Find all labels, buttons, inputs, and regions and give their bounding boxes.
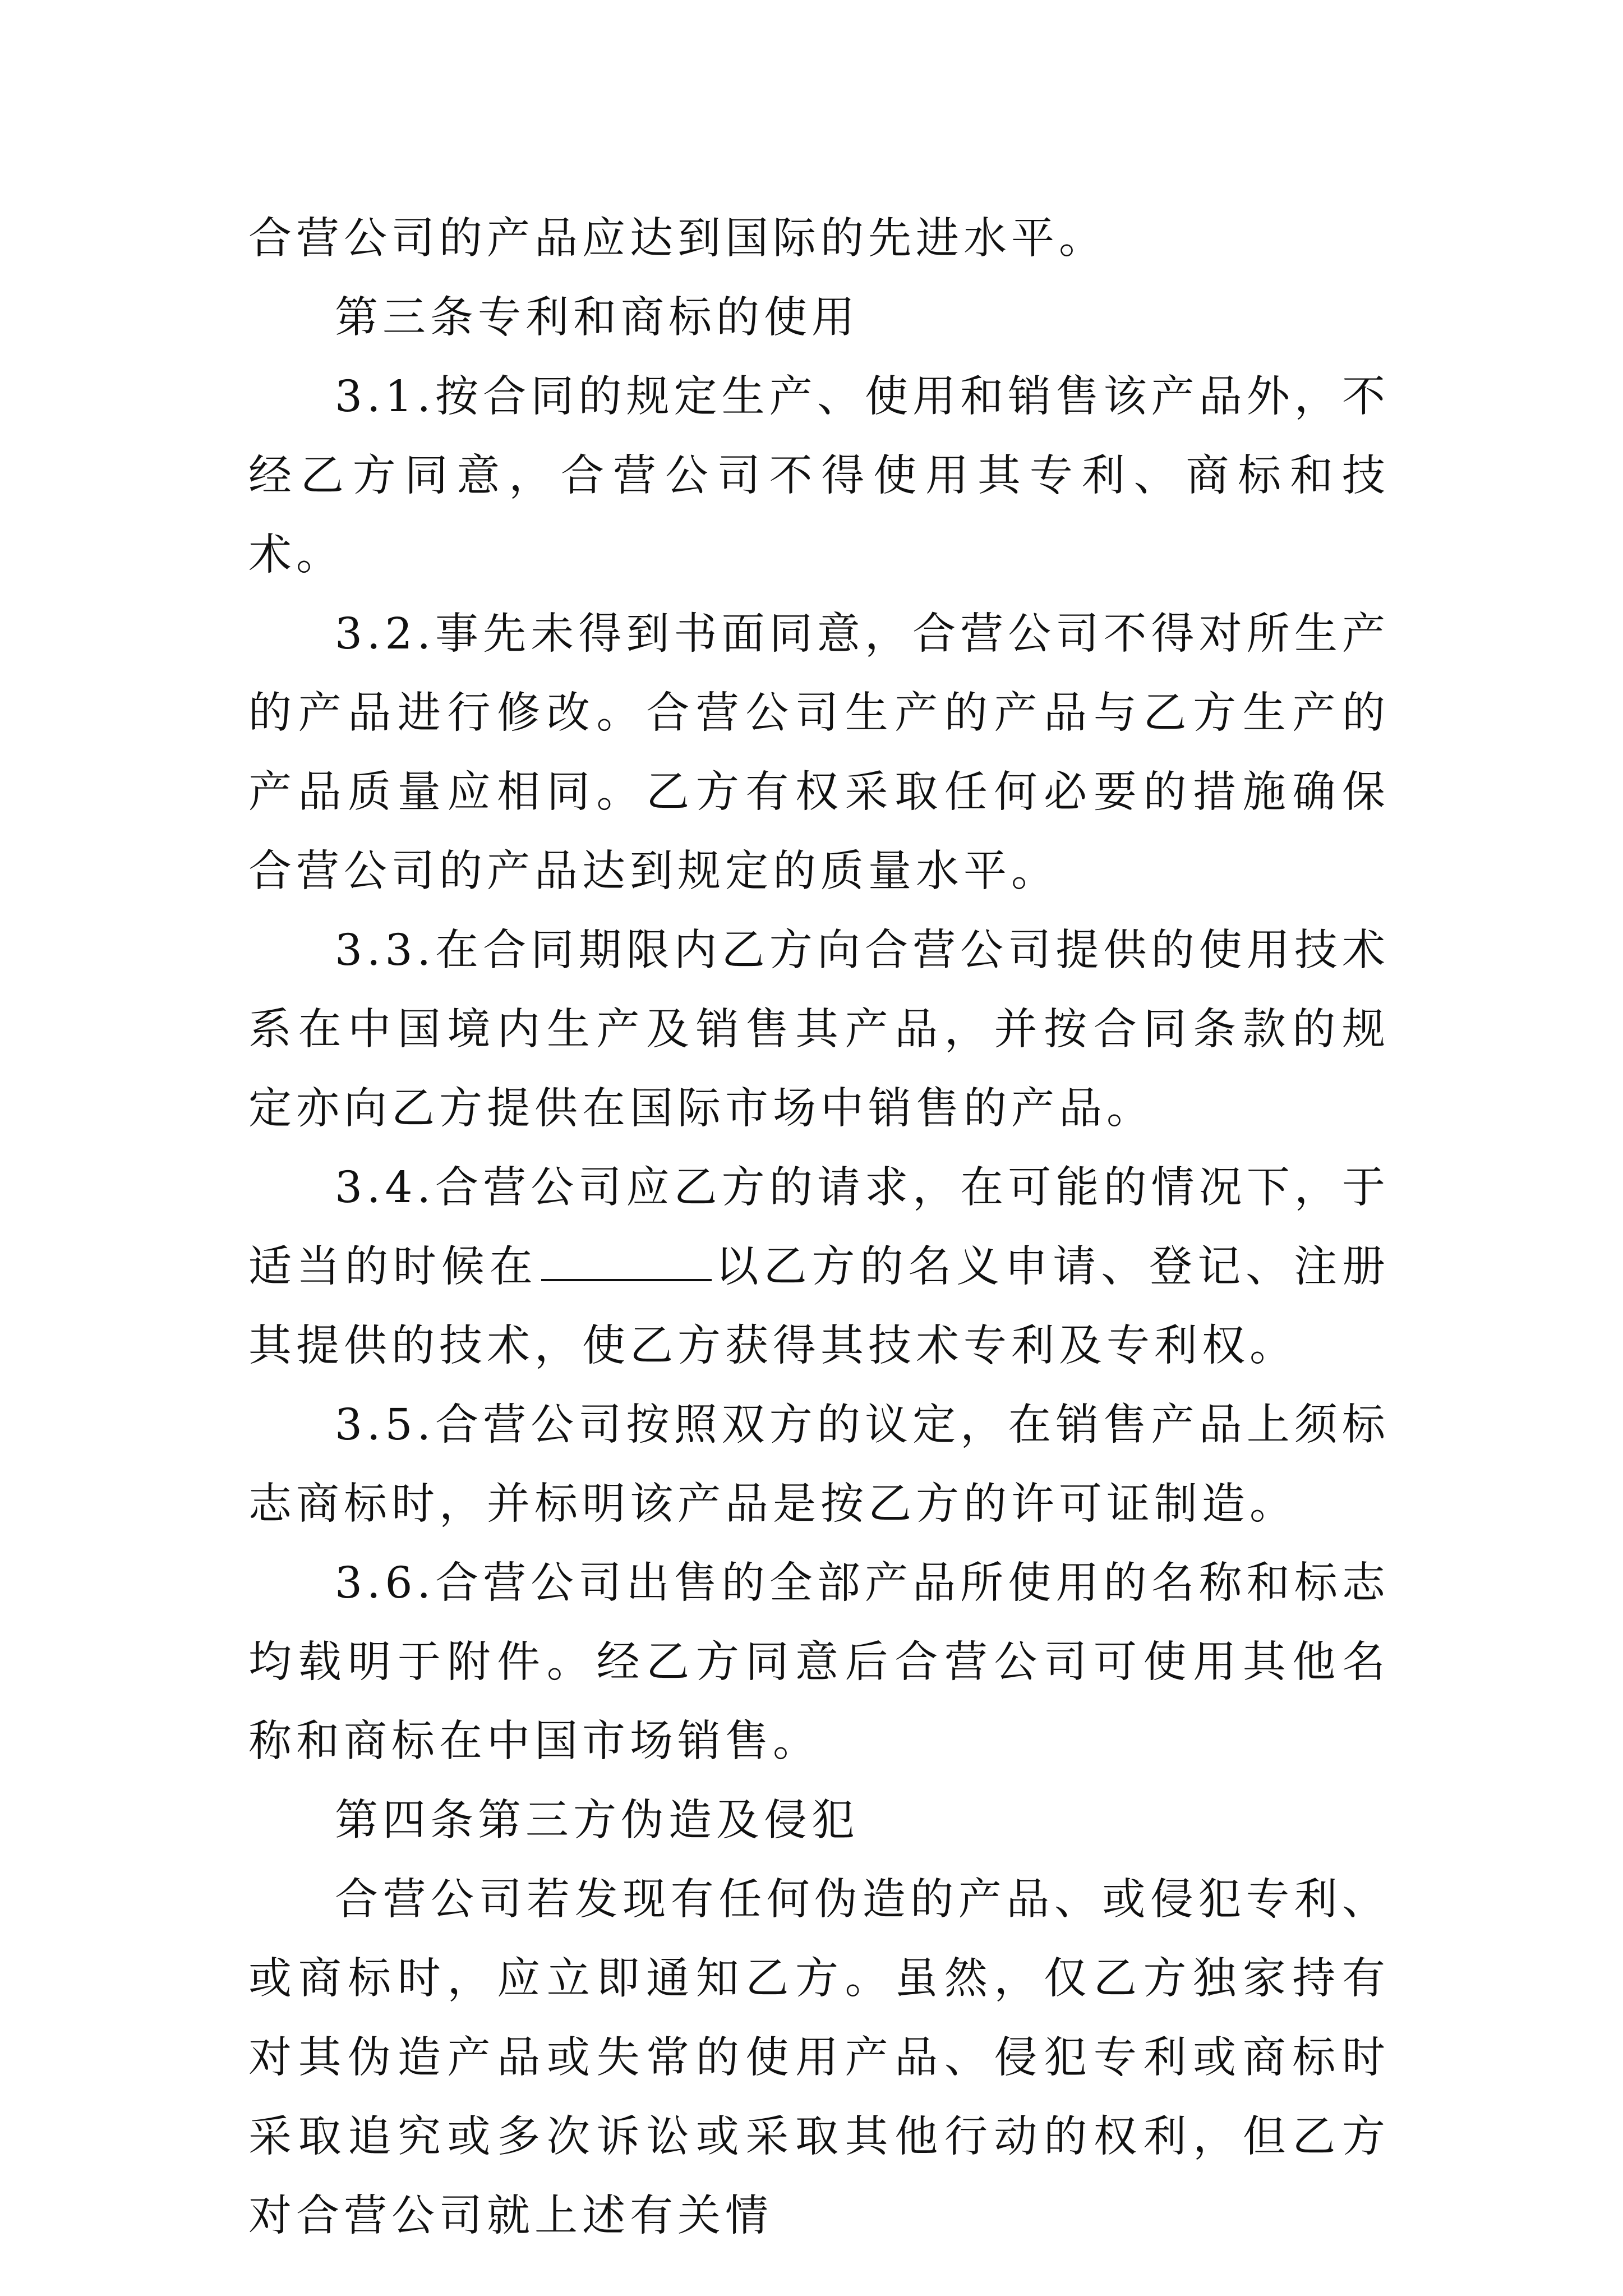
article-4-paragraph: 合营公司若发现有任何伪造的产品、或侵犯专利、或商标时，应立即通知乙方。虽然，仅乙方独家持有对其伪造产品或失常的使用产品、侵犯专利或商标时采取追究或多次诉讼或采取其他行动的权利，但乙方对合营公司就上述有关情 — [248, 1875, 1390, 2241]
document-body — [248, 199, 1390, 2256]
fill-in-blank-line — [541, 1240, 712, 1281]
clause-3-1: 3.1.按合同的规定生产、使用和销售该产品外，不经乙方同意，合营公司不得使用其专利、商标和技术。 — [248, 372, 1390, 580]
clause-3-3: 3.3.在合同期限内乙方向合营公司提供的使用技术系在中国境内生产及销售其产品，并按合同条款的规定亦向乙方提供在国际市场中销售的产品。 — [248, 926, 1390, 1134]
clause-3-2: 3.2.事先未得到书面同意，合营公司不得对所生产的产品进行修改。合营公司生产的产品与乙方生产的产品质量应相同。乙方有权采取任何必要的措施确保合营公司的产品达到规定的质量水平。 — [248, 609, 1390, 896]
article-3-heading: 第三条专利和商标的使用 — [335, 293, 859, 343]
article-4-heading: 第四条第三方伪造及侵犯 — [335, 1796, 859, 1846]
clause-3-4-text-after: 以乙方的名义申请、登记、注册其提供的技术，使乙方获得其技术专利及专利权。 — [248, 1242, 1390, 1371]
clause-3-4-text-before: 3.4.合营公司应乙方的请求，在可能的情况下，于适当的时候在 — [248, 1163, 1390, 1292]
paragraph-intro: 合营公司的产品应达到国际的先进水平。 — [248, 214, 1106, 264]
clause-3-4 — [248, 1148, 1390, 1386]
clause-3-6: 3.6.合营公司出售的全部产品所使用的名称和标志均载明于附件。经乙方同意后合营公司可使用其他名称和商标在中国市场销售。 — [248, 1558, 1390, 1766]
clause-3-5: 3.5.合营公司按照双方的议定，在销售产品上须标志商标时，并标明该产品是按乙方的许可证制造。 — [248, 1400, 1390, 1529]
